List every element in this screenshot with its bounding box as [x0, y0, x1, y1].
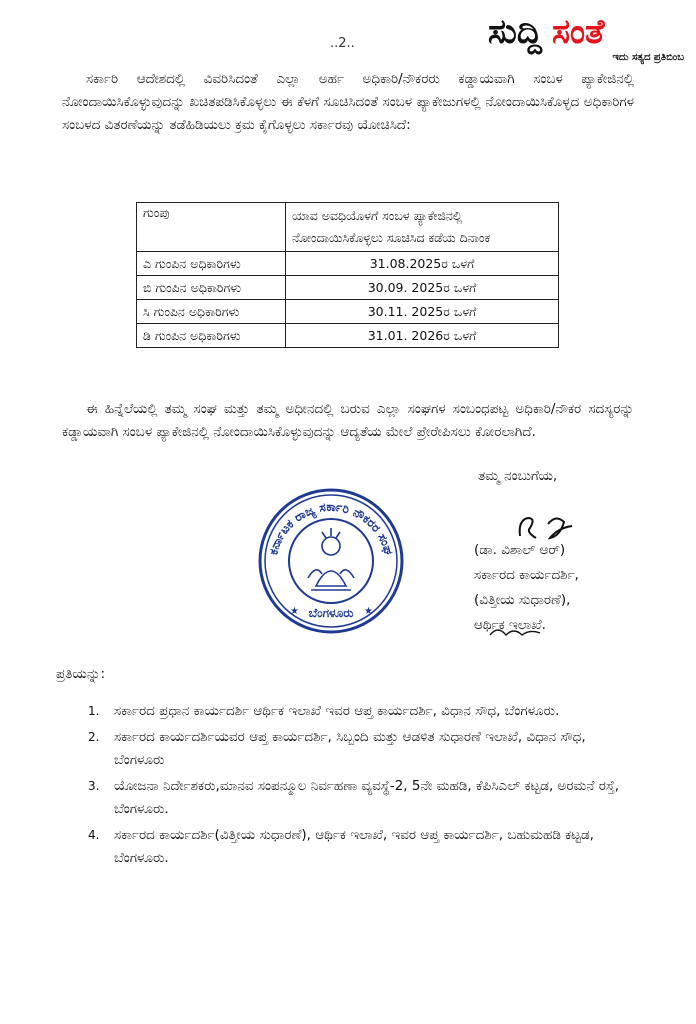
closing-salutation: ತಮ್ಮ ನಂಬುಗೆಯ,: [478, 468, 558, 484]
header-deadline: [286, 203, 559, 252]
copies-to-heading: ಪ್ರತಿಯನ್ನು:: [56, 666, 106, 682]
list-item-number: 3.: [88, 779, 100, 793]
signatory-reform-dept: (ವಿತ್ತೀಯ ಸುಧಾರಣೆ),: [474, 592, 571, 608]
seal-star-icon: ★: [364, 606, 373, 617]
signatory-designation: ಸರ್ಕಾರದ ಕಾರ್ಯದರ್ಶಿ,: [474, 567, 579, 583]
logo-tagline: ಇದು ಸತ್ಯದ ಪ್ರತಿಬಿಂಬ: [612, 52, 684, 63]
sudhi-sante-logo: [488, 12, 688, 68]
list-item-text: ಸರ್ಕಾರದ ಕಾರ್ಯದರ್ಶಿಯವರ ಆಪ್ತ ಕಾರ್ಯದರ್ಶಿ, ಸಿಬ್ಬಂದಿ ಮತ್ತು ಆಡಳಿತ ಸುಧಾರಣೆ ಇಲಾಖೆ, ವಿಧಾನ ಸೌಧ, ಬೆಂಗಳೂರು: [114, 729, 586, 768]
header-deadline-line-2: ನೋಂದಾಯಿಸಿಕೊಳ್ಳಲು ಸೂಚಿಸಿದ ಕಡೆಯ ದಿನಾಂಕ: [292, 230, 491, 245]
table-row: [137, 324, 559, 348]
table-header-row: [137, 203, 559, 252]
list-item-text: ಯೋಜನಾ ನಿರ್ದೇಶಕರು,ಮಾನವ ಸಂಪನ್ಮೂಲ ನಿರ್ವಹಣಾ ವ್ಯವಸ್ಥೆ-2, 5ನೇ ಮಹಡಿ, ಕೆಪಿಸಿಎಲ್ ಕಟ್ಟಡ, ಅರಮನೆ ರಸ್ತೆ, ಬೆಂಗಳೂರು.: [114, 778, 620, 817]
seal-bottom-text: ಬೆಂಗಳೂರು: [308, 606, 354, 620]
table-row: [137, 252, 559, 276]
deadline-cell: 31.01. 2026ರ ಒಳಗೆ: [286, 324, 559, 348]
list-item-number: 1.: [88, 704, 100, 718]
header-group: ಗುಂಪು: [137, 203, 286, 252]
logo-wordmark: [488, 12, 604, 52]
deadline-cell: 31.08.2025ರ ಒಳಗೆ: [286, 252, 559, 276]
list-item-number: 4.: [88, 828, 100, 842]
header-deadline-line-1: ಯಾವ ಅವಧಿಯೊಳಗೆ ಸಂಬಳ ಪ್ಯಾಕೇಜಿನಲ್ಲಿ: [292, 208, 463, 223]
seal-emblem-icon: [308, 528, 354, 590]
seal-ring-text: ಕರ್ನಾಟಕ ರಾಜ್ಯ ಸರ್ಕಾರಿ ನೌಕರರ ಸಂಘ: [266, 499, 396, 557]
table-row: [137, 300, 559, 324]
group-cell: ಎ ಗುಂಪಿನ ಅಧಿಕಾರಿಗಳು: [137, 252, 286, 276]
group-cell: ಸಿ ಗುಂಪಿನ ಅಧಿಕಾರಿಗಳು: [137, 300, 286, 324]
logo-word-2: ಸಂತೆ: [551, 12, 605, 52]
logo-word-1: ಸುದ್ದಿ: [488, 12, 542, 52]
registration-deadline-table: [136, 202, 559, 348]
group-cell: ಬಿ ಗುಂಪಿನ ಅಧಿಕಾರಿಗಳು: [137, 276, 286, 300]
copies-list: [88, 700, 640, 873]
intro-paragraph: ಸರ್ಕಾರಿ ಆದೇಶದಲ್ಲಿ ವಿವರಿಸಿದಂತೆ ಎಲ್ಲಾ ಅರ್ಹ ಅಧಿಕಾರಿ/ನೌಕರರು ಕಡ್ಡಾಯವಾಗಿ ಸಂಬಳ ಪ್ಯಾಕೇಜಿನಲ್ಲಿ ನೋಂದಾಯಿಸಿಕೊಳ್ಳುವುದನ್ನು ಖಚಿತಪಡಿಸಿಕೊಳ್ಳಲು ಈ ಕೆಳಗೆ ಸೂಚಿಸಿದಂತೆ ಸಂಬಳ ಪ್ಯಾಕೇಜುಗಳಲ್ಲಿ ನೋಂದಾಯಿಸಿಕೊಳ್ಳದ ಅಧಿಕಾರಿಗಳ ಸಂಬಳದ ವಿತರಣೆಯನ್ನು ತಡೆಹಿಡಿಯಲು ಕ್ರಮ ಕೈಗೊಳ್ಳಲು ಸರ್ಕಾರವು ಯೋಚಿಸಿದೆ:: [62, 71, 634, 133]
deadline-cell: 30.11. 2025ರ ಒಳಗೆ: [286, 300, 559, 324]
association-seal: [256, 486, 406, 636]
signatory-department: ಆರ್ಥಿಕ ಇಲಾಖೆ.: [474, 617, 546, 633]
list-item: [88, 700, 640, 723]
list-item-text: ಸರ್ಕಾರದ ಕಾರ್ಯದರ್ಶಿ(ವಿತ್ತೀಯ ಸುಧಾರಣೆ), ಆರ್ಥಿಕ ಇಲಾಖೆ, ಇವರ ಆಪ್ತ ಕಾರ್ಯದರ್ಶಿ, ಬಹುಮಹಡಿ ಕಟ್ಟಡ, ಬೆಂಗಳೂರು.: [114, 827, 594, 866]
seal-star-icon: ★: [290, 606, 299, 617]
table-row: [137, 276, 559, 300]
list-item: [88, 726, 640, 772]
list-item: [88, 824, 640, 870]
list-item-number: 2.: [88, 730, 100, 744]
list-item-text: ಸರ್ಕಾರದ ಪ್ರಧಾನ ಕಾರ್ಯದರ್ಶಿ ಆರ್ಥಿಕ ಇಲಾಖೆ ಇವರ ಆಪ್ತ ಕಾರ್ಯದರ್ಶಿ, ವಿಧಾನ ಸೌಧ, ಬೆಂಗಳೂರು.: [114, 703, 560, 719]
signatory-name: (ಡಾ. ವಿಶಾಲ್ ಆರ್): [474, 542, 566, 558]
deadline-cell: 30.09. 2025ರ ಒಳಗೆ: [286, 276, 559, 300]
group-cell: ಡಿ ಗುಂಪಿನ ಅಧಿಕಾರಿಗಳು: [137, 324, 286, 348]
page-number: ..2..: [330, 36, 355, 51]
list-item: [88, 775, 640, 821]
initials-scribble: [486, 623, 546, 641]
request-paragraph: ಈ ಹಿನ್ನೆಲೆಯಲ್ಲಿ ತಮ್ಮ ಸಂಘ ಮತ್ತು ತಮ್ಮ ಅಧೀನದಲ್ಲಿ ಬರುವ ಎಲ್ಲಾ ಸಂಘಗಳ ಸಂಬಂಧಪಟ್ಟ ಅಧಿಕಾರಿ/ನೌಕರ ಸದಸ್ಯರನ್ನು ಕಡ್ಡಾಯವಾಗಿ ಸಂಬಳ ಪ್ಯಾಕೇಜಿನಲ್ಲಿ ನೋಂದಾಯಿಸಿಕೊಳ್ಳುವುದನ್ನು ಆದ್ಯತೆಯ ಮೇಲೆ ಪ್ರೇರೇಪಿಸಲು ಕೋರಲಾಗಿದೆ.: [62, 401, 634, 440]
